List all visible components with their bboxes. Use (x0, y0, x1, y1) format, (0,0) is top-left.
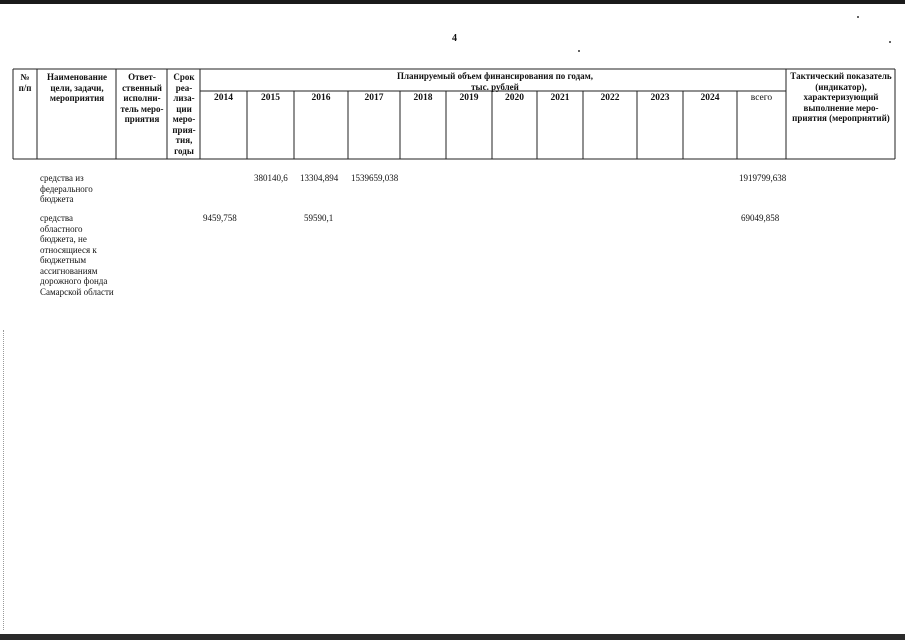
year-2020: 2020 (505, 93, 524, 103)
year-2018: 2018 (413, 93, 433, 103)
year-2015: 2015 (261, 93, 280, 103)
header-term: Срок реа- лиза- ции меро- прия- тия, годы (172, 72, 196, 156)
header-funding: Планируемый объем финансирования по годам, тыс. рублей (396, 71, 594, 92)
year-2022: 2022 (600, 93, 620, 103)
year-2016: 2016 (311, 93, 331, 103)
scan-speck (889, 41, 891, 43)
scan-speck (857, 16, 859, 18)
year-2017: 2017 (364, 93, 384, 103)
year-total: всего (750, 93, 773, 103)
scan-left-edge (3, 330, 4, 630)
cell-federal-2017: 1539659,038 (351, 173, 399, 183)
year-2014: 2014 (214, 93, 233, 103)
header-name: Наименование цели, задачи, мероприятия (47, 72, 107, 103)
cell-regional-2016: 59590,1 (304, 213, 334, 223)
cell-regional-total: 69049,858 (741, 213, 780, 223)
header-number: № п/п (18, 72, 32, 93)
year-2024: 2024 (700, 93, 720, 103)
cell-federal-2016: 13304,894 (300, 173, 339, 183)
year-2023: 2023 (650, 93, 670, 103)
page-number: 4 (452, 33, 457, 44)
scan-top-edge (0, 0, 905, 4)
row-label-federal: средства из федерального бюджета (40, 173, 93, 204)
header-responsible: Ответ- ственный исполни- тель меро- приятия (120, 72, 164, 124)
year-2021: 2021 (550, 93, 570, 103)
cell-federal-2015: 380140,6 (254, 173, 288, 183)
row-label-regional: средства областного бюджета, не относящиеся к бюджетным ассигнованиям дорожного фонда Самарской области (40, 213, 114, 297)
scan-speck (578, 50, 580, 52)
scan-bottom-edge (0, 634, 905, 640)
cell-regional-2014: 9459,758 (203, 213, 237, 223)
cell-federal-total: 1919799,638 (739, 173, 787, 183)
header-indicator: Тактический показатель (индикатор), характеризующий выполнение меро- приятия (мероприятий) (790, 71, 892, 123)
year-2019: 2019 (459, 93, 479, 103)
